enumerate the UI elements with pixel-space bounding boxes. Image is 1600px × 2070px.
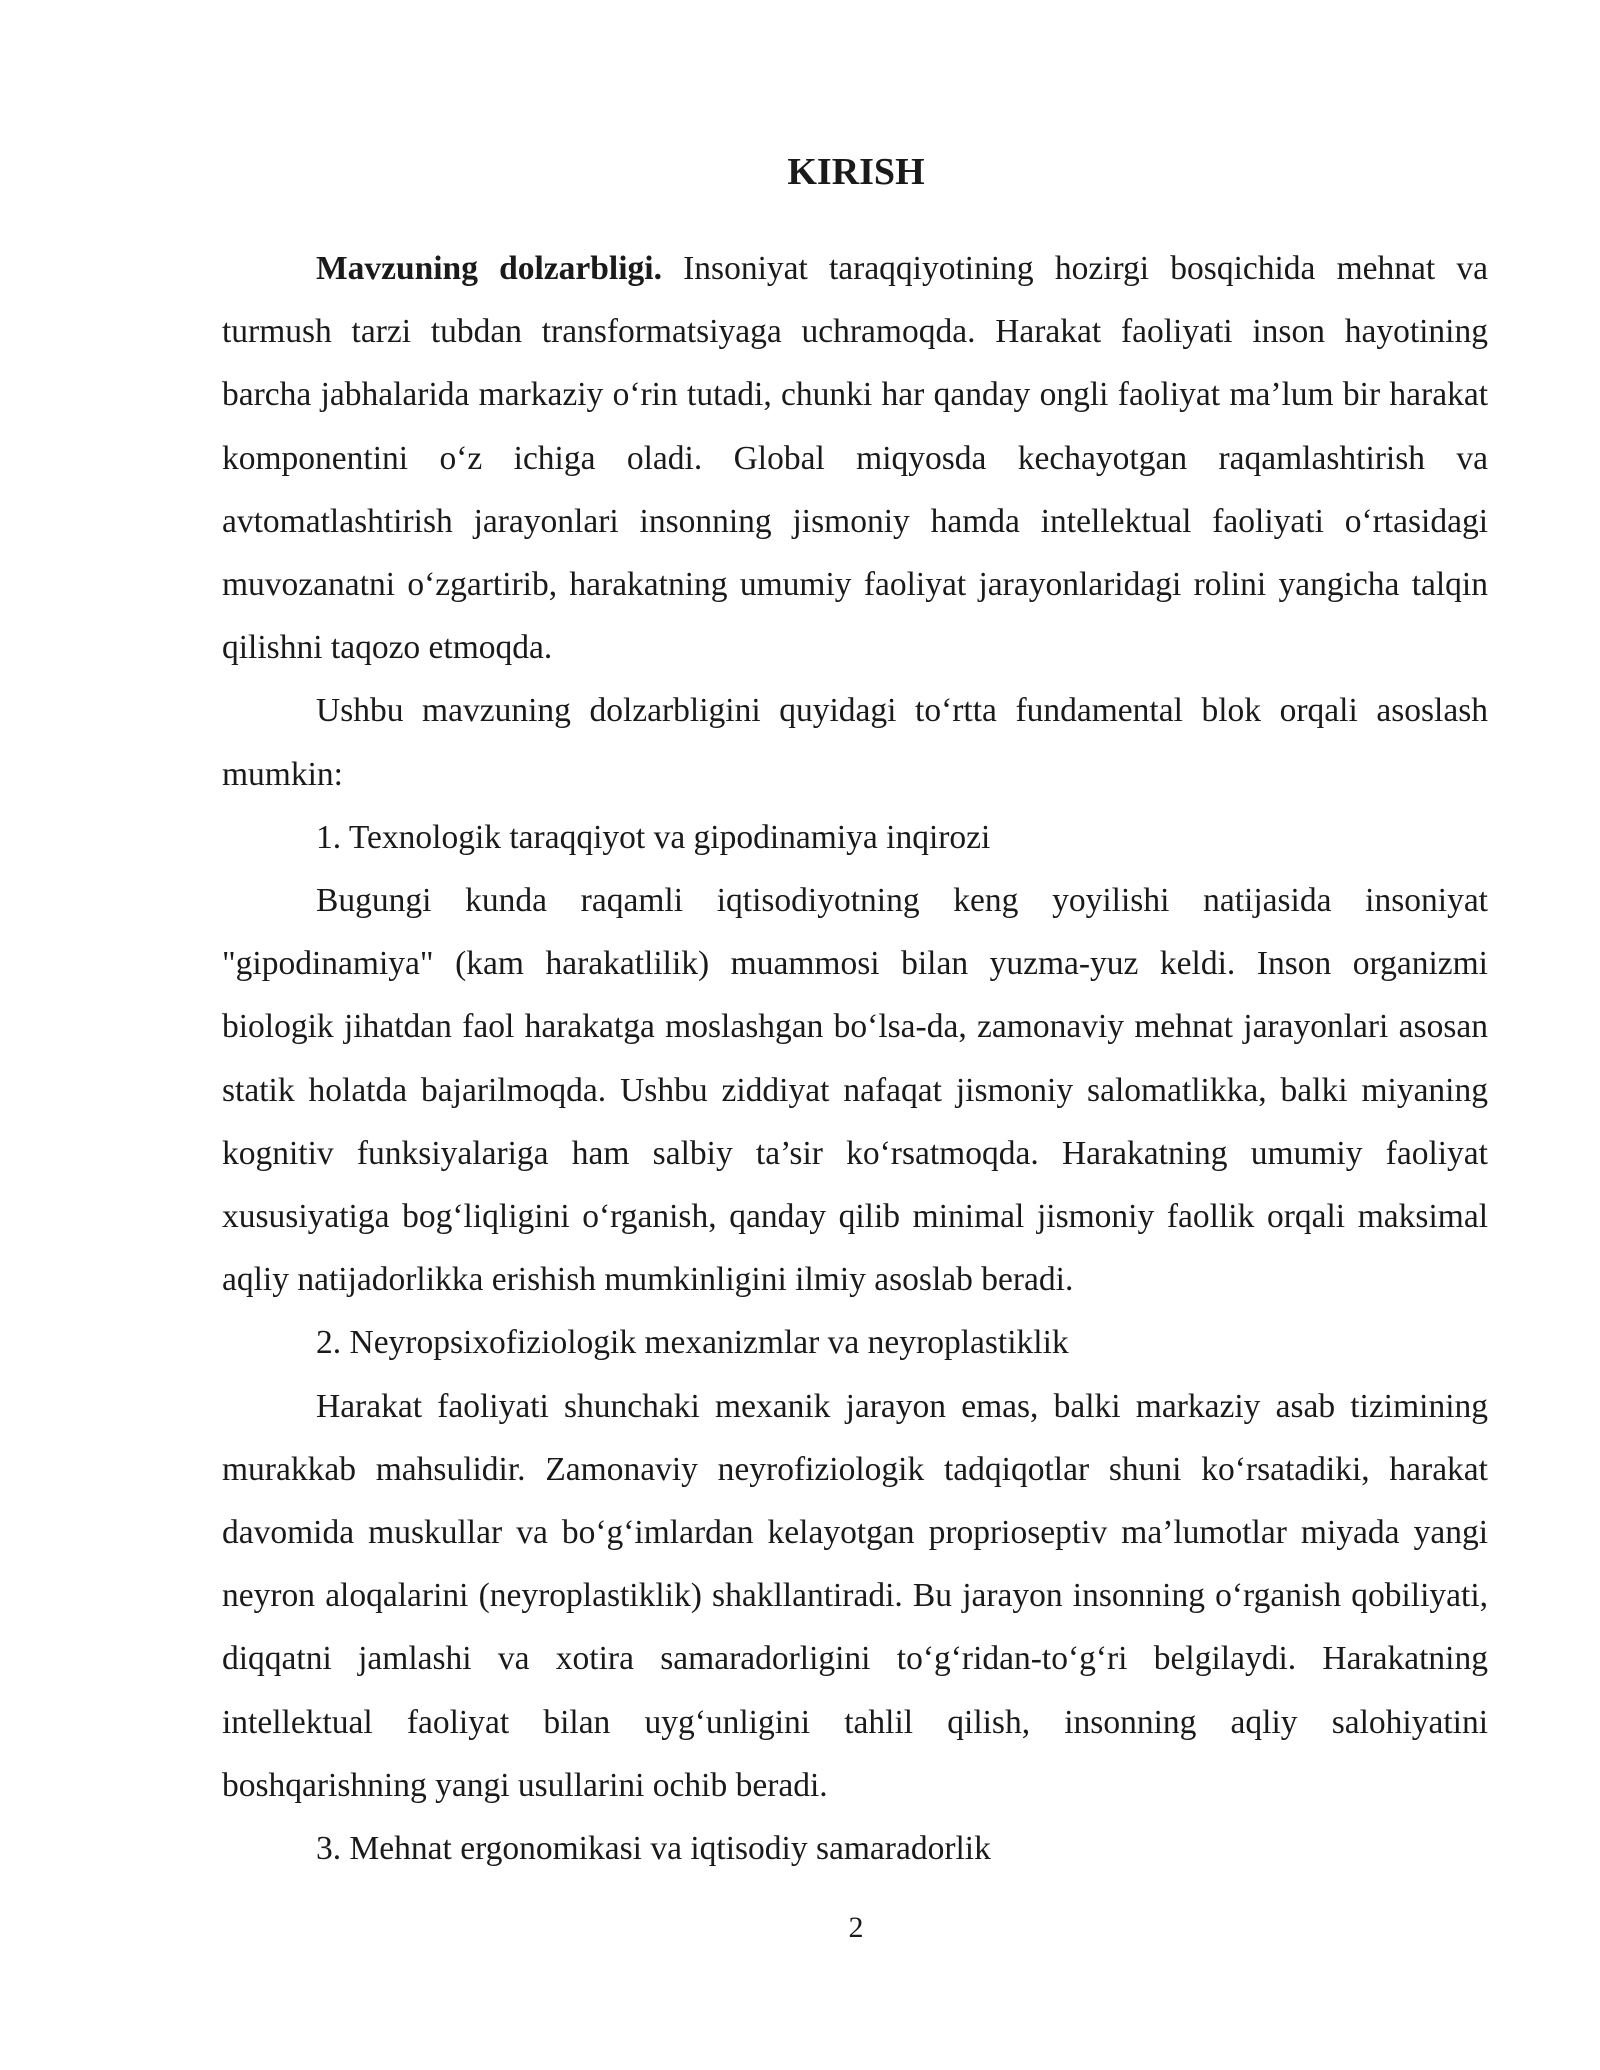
paragraph-lead: Mavzuning dolzarbligi. <box>316 250 662 287</box>
page-title: KIRISH <box>787 151 925 193</box>
paragraph-neuroplasticity: Harakat faoliyati shunchaki mexanik jarayon emas, balki markaziy asab tizimining murakkab mahsulidir. Zamonaviy neyrofiziologik tadqiqotlar shuni ko‘rsatadiki, harakat davomida muskullar va bo‘g‘imlardan kelayotgan proprioseptiv ma’lumotlar miyada yangi neyron aloqalarini (neyroplastiklik) shakllantiradi. Bu jarayon insonning o‘rganish qobiliyati, diqqatni jamlashi va xotira samaradorligini to‘g‘ridan-to‘g‘ri belgilaydi. Harakatning intellektual faoliyat bilan uyg‘unligini tahlil qilish, insonning aqliy salohiyatini boshqarishning yangi usullarini ochib beradi. <box>222 1387 1488 1804</box>
paragraph-intro-blocks: Ushbu mavzuning dolzarbligini quyidagi to‘rtta fundamental blok orqali asoslash mumkin: <box>222 692 1488 793</box>
paragraph-relevance <box>222 237 1488 679</box>
section-heading-2: 2. Neyropsixofiziologik mexanizmlar va neyroplastiklik <box>316 1324 1069 1362</box>
paragraph-text: Insoniyat taraqqiyotining hozirgi bosqichida mehnat va turmush tarzi tubdan transformatsiyaga uchramoqda. Harakat faoliyati inson hayotining barcha jabhalarida markaziy o‘rin tutadi, chunki har qanday ongli faoliyat ma’lum bir harakat komponentini o‘z ichiga oladi. Global miqyosda kechayotgan raqamlashtirish va avtomatlashtirish jarayonlari insonning jismoniy hamda intellektual faoliyati o‘rtasidagi muvozanatni o‘zgartirib, harakatning umumiy faoliyat jarayonlaridagi rolini yangicha talqin qilishni taqozo etmoqda. <box>222 250 1488 667</box>
section-heading-3: 3. Mehnat ergonomikasi va iqtisodiy samaradorlik <box>316 1830 991 1868</box>
paragraph-hypodynamia: Bugungi kunda raqamli iqtisodiyotning keng yoyilishi natijasida insoniyat "gipodinamiya" (kam harakatlilik) muammosi bilan yuzma-yuz keldi. Inson organizmi biologik jihatdan faol harakatga moslashgan bo‘lsa-da, zamonaviy mehnat jarayonlari asosan statik holatda bajarilmoqda. Ushbu ziddiyat nafaqat jismoniy salomatlikka, balki miyaning kognitiv funksiyalariga ham salbiy ta’sir ko‘rsatmoqda. Harakatning umumiy faoliyat xususiyatiga bog‘liqligini o‘rganish, qanday qilib minimal jismoniy faollik orqali maksimal aqliy natijadorlikka erishish mumkinligini ilmiy asoslab beradi. <box>222 882 1488 1299</box>
section-heading-1: 1. Texnologik taraqqiyot va gipodinamiya inqirozi <box>316 818 991 856</box>
document-body <box>222 237 1488 1880</box>
page-number: 2 <box>848 1911 864 1944</box>
